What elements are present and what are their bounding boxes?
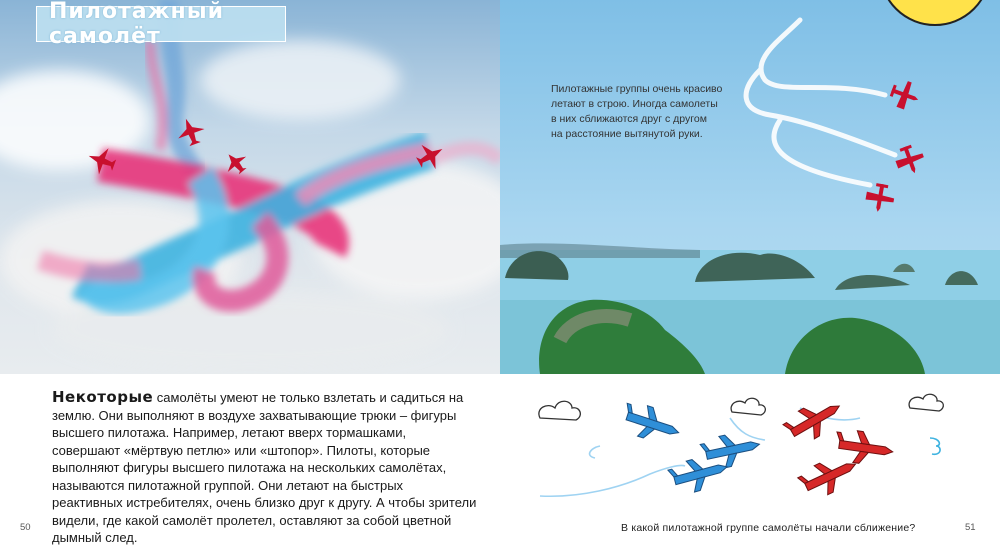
page-title: Пилотажный самолёт [49, 0, 225, 49]
islands-illustration [500, 0, 1000, 374]
red-plane-icon [781, 392, 895, 503]
aerobatic-jets-photo [0, 0, 500, 374]
question-text: В какой пилотажной группе самолёты начали сближение? [621, 522, 916, 534]
body-paragraph [52, 389, 477, 547]
smoke-trails-illustration [0, 0, 500, 374]
body-text: самолёты умеют не только взлетать и садиться на землю. Они выполняют в воздухе захватывающие трюки – фигуры высшего пилотажа. Например, летают вверх тормашками, совершают «мёртвую петлю» или «штопор». Пилоты, которые выполняют фигуры высшего пилотажа на нескольких самолётах, называются пилотажной группой. Они летают на быстрых реактивных истребителях, очень близко друг к другу. А чтобы зрители видели, где какой самолёт пролетел, оставляют за собой цветной дымный след. [52, 390, 477, 545]
sun-icon [880, 0, 990, 25]
islands-sea-photo [500, 0, 1000, 374]
cloud-icon [539, 394, 943, 420]
body-lead-word: Некоторые [52, 388, 154, 406]
formation-doodle [500, 378, 1000, 518]
page-title-banner [36, 0, 286, 49]
photo-caption: Пилотажные группы очень красиво летают в строю. Иногда самолеты в них сближаются друг с другом на расстояние вытянутой руки. [551, 83, 723, 140]
page-number-left: 50 [20, 522, 31, 533]
blue-plane-icon [619, 400, 763, 498]
page-number-right: 51 [965, 522, 976, 533]
curl-mark [930, 438, 940, 454]
